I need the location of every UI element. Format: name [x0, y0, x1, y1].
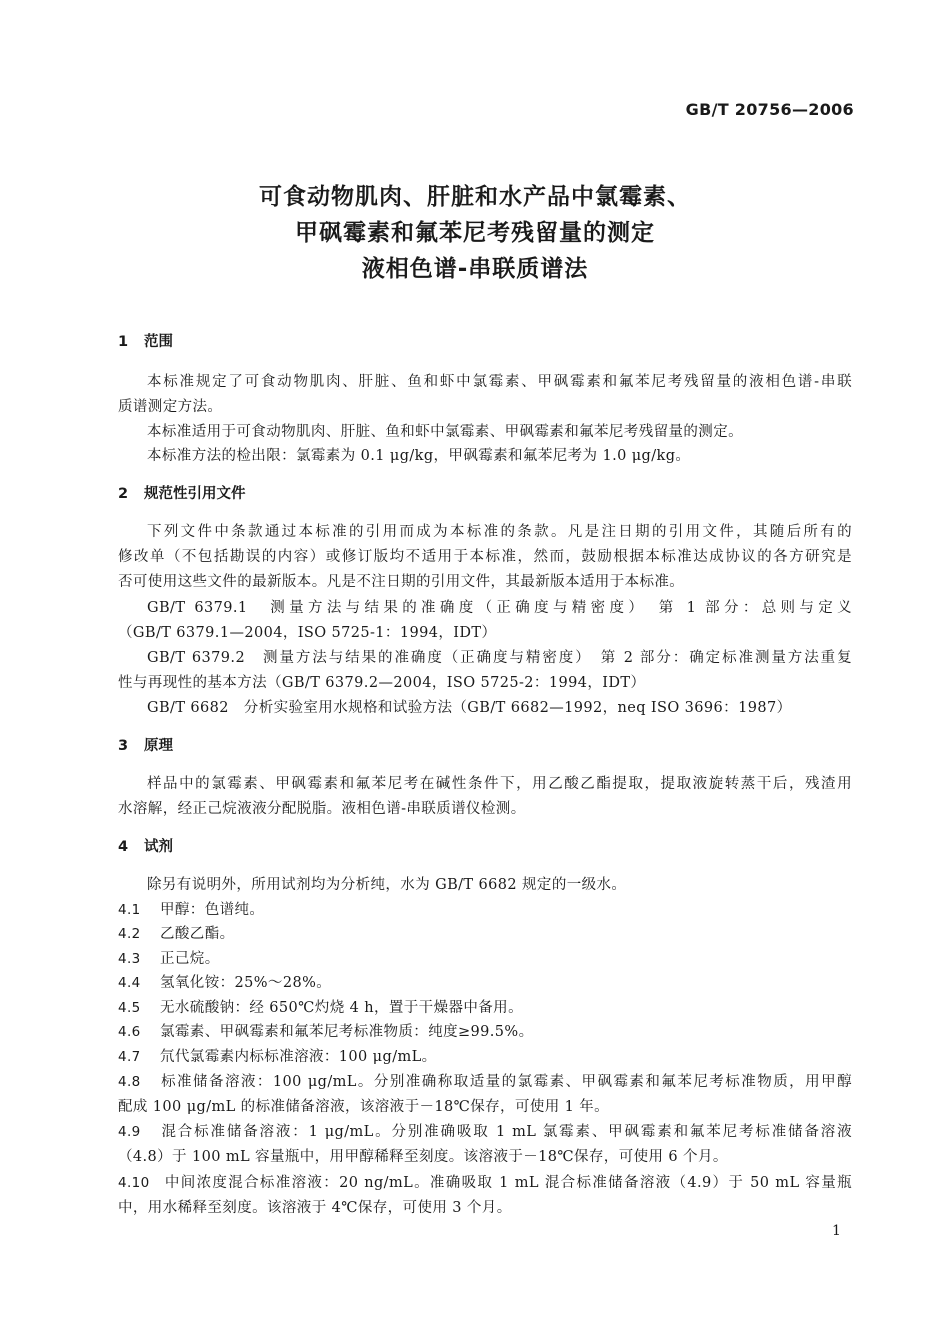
reagent-item	[118, 1171, 852, 1192]
item-number: 4.4	[118, 975, 141, 991]
reagent-item	[118, 898, 264, 919]
reference-line: 性与再现性的基本方法（GB/T 6379.2—2004，ISO 5725-2：1994，IDT）	[118, 675, 646, 691]
s4-intro: 除另有说明外，所用试剂均为分析纯，水为 GB/T 6682 规定的一级水。	[147, 877, 627, 893]
reference-line: GB/T 6379.1 测量方法与结果的准确度（正确度与精密度） 第 1 部分：总则与定义	[147, 600, 852, 616]
item-text: 标准储备溶液：100 μg/mL。分别准确称取适量的氯霉素、甲砜霉素和氟苯尼考标准物质，用甲醇	[160, 1074, 852, 1090]
item-text: 氢氧化铵：25%～28%。	[160, 975, 332, 991]
s2-paragraph-line: 修改单（不包括勘误的内容）或修订版均不适用于本标准，然而，鼓励根据本标准达成协议的各方研究是	[118, 549, 852, 565]
item-number: 4.5	[118, 1000, 141, 1016]
reagent-item	[118, 922, 235, 943]
s2-paragraph-line: 下列文件中条款通过本标准的引用而成为本标准的条款。凡是注日期的引用文件，其随后所有的	[147, 524, 852, 540]
section-number: 2	[118, 486, 129, 502]
reagent-item	[118, 971, 331, 992]
reference-line: GB/T 6682 分析实验室用水规格和试验方法（GB/T 6682—1992，neq ISO 3696：1987）	[147, 700, 792, 716]
s1-paragraph-line: 质谱测定方法。	[118, 399, 223, 415]
item-number: 4.2	[118, 926, 141, 942]
item-number: 4.10	[118, 1175, 150, 1191]
item-continuation: （4.8）于 100 mL 容量瓶中，用甲醇稀释至刻度。该溶液于－18℃保存，可使用 6 个月。	[118, 1149, 728, 1165]
item-text: 乙酸乙酯。	[160, 926, 235, 942]
item-number: 4.8	[118, 1074, 141, 1090]
section-title: 规范性引用文件	[144, 486, 246, 502]
page-number: 1	[832, 1223, 841, 1239]
s3-paragraph-line: 样品中的氯霉素、甲砜霉素和氟苯尼考在碱性条件下，用乙酸乙酯提取，提取液旋转蒸干后，残渣用	[147, 776, 852, 792]
item-number: 4.6	[118, 1024, 141, 1040]
reagent-item	[118, 1120, 852, 1141]
item-number: 4.3	[118, 951, 141, 967]
s2-paragraph-line: 否可使用这些文件的最新版本。凡是不注日期的引用文件，其最新版本适用于本标准。	[118, 574, 685, 590]
reagent-item	[118, 1070, 852, 1091]
reference-line: GB/T 6379.2 测量方法与结果的准确度（正确度与精密度） 第 2 部分：确定标准测量方法重复	[147, 650, 852, 666]
item-continuation: 中，用水稀释至刻度。该溶液于 4℃保存，可使用 3 个月。	[118, 1200, 512, 1216]
section-3-heading	[118, 734, 173, 755]
section-1-heading	[118, 330, 173, 351]
item-continuation: 配成 100 μg/mL 的标准储备溶液，该溶液于－18℃保存，可使用 1 年。	[118, 1099, 610, 1115]
section-2-heading	[118, 482, 246, 503]
section-title: 试剂	[144, 839, 173, 855]
reagent-item	[118, 996, 523, 1017]
s1-paragraph: 本标准适用于可食动物肌肉、肝脏、鱼和虾中氯霉素、甲砜霉素和氟苯尼考残留量的测定。	[147, 424, 743, 440]
section-number: 4	[118, 839, 129, 855]
title-line-1: 可食动物肌肉、肝脏和水产品中氯霉素、	[259, 184, 691, 210]
item-text: 正己烷。	[160, 951, 220, 967]
item-number: 4.1	[118, 902, 141, 918]
item-text: 氘代氯霉素内标标准溶液：100 μg/mL。	[160, 1049, 437, 1065]
reagent-item	[118, 947, 220, 968]
section-title: 范围	[144, 334, 173, 350]
s1-paragraph-line: 本标准规定了可食动物肌肉、肝脏、鱼和虾中氯霉素、甲砜霉素和氟苯尼考残留量的液相色谱-串联	[147, 374, 852, 390]
reagent-item	[118, 1045, 437, 1066]
standard-number: GB/T 20756—2006	[685, 100, 854, 119]
s1-paragraph: 本标准方法的检出限：氯霉素为 0.1 μg/kg，甲砜霉素和氟苯尼考为 1.0 μg/kg。	[147, 448, 691, 464]
title-line-3: 液相色谱-串联质谱法	[361, 256, 589, 282]
item-number: 4.7	[118, 1049, 141, 1065]
item-text: 中间浓度混合标准溶液：20 ng/mL。准确吸取 1 mL 混合标准储备溶液（4.9）于 50 mL 容量瓶	[164, 1175, 852, 1191]
reagent-item	[118, 1020, 534, 1041]
item-text: 甲醇：色谱纯。	[160, 902, 265, 918]
section-number: 3	[118, 738, 129, 754]
s3-paragraph-line: 水溶解，经正己烷液液分配脱脂。液相色谱-串联质谱仪检测。	[118, 801, 526, 817]
item-text: 氯霉素、甲砜霉素和氟苯尼考标准物质：纯度≥99.5%。	[160, 1024, 534, 1040]
section-number: 1	[118, 334, 129, 350]
item-text: 无水硫酸钠：经 650℃灼烧 4 h，置于干燥器中备用。	[160, 1000, 523, 1016]
item-number: 4.9	[118, 1124, 141, 1140]
section-4-heading	[118, 835, 173, 856]
item-text: 混合标准储备溶液：1 μg/mL。分别准确吸取 1 mL 氯霉素、甲砜霉素和氟苯尼考标准储备溶液	[160, 1124, 852, 1140]
section-title: 原理	[144, 738, 173, 754]
reference-line: （GB/T 6379.1—2004，ISO 5725-1：1994，IDT）	[118, 625, 497, 641]
title-line-2: 甲砜霉素和氟苯尼考残留量的测定	[295, 220, 655, 246]
